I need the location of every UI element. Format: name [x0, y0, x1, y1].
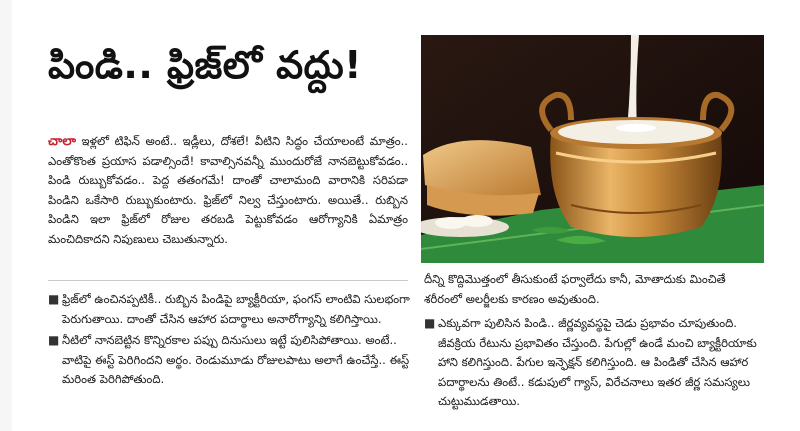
intro-paragraph — [48, 132, 408, 249]
list-item — [48, 331, 410, 390]
continuation-paragraph: దీన్ని కొద్దిమొత్తంలో తీసుకుంటే ఫర్వాలేదు కానీ, మోతాదుకు మించితే శరీరంలో అలర్జీలకు కారణం అవుతుంది. — [424, 272, 726, 306]
bullet-square-icon: ■ — [48, 292, 60, 306]
intro-text: ఇళ్లలో టిఫిన్ అంటే.. ఇడ్లీలు, దోశలే! వీటిని సిద్ధం చేయాలంటే మాత్రం.. ఎంతోకొంత ప్రయాస పడాల్సిందే! కావాల్సినవన్నీ ముందురోజే నానబెట్టుకోవడం.. పిండి రుబ్బుకోవడం.. పెద్ద తతంగమే! దాంతో చాలామంది వారానికి సరిపడా పిండిని ఒకేసారి రుబ్బుకుంటారు. ఫ్రిజ్‌లో నిల్వ చేస్తుంటారు. అయితే.. రుబ్బిన పిండిని ఇలా ఫ్రిజ్‌లో రోజుల తరబడి పెట్టుకోవడం ఆరోగ్యానికి ఏమాత్రం మంచిదికాదని నిపుణులు చెబుతున్నారు. — [48, 134, 408, 246]
bullet-text: ఫ్రిజ్‌లో ఉంచినప్పటికీ.. రుబ్బిన పిండిపై బ్యాక్టీరియా, ఫంగస్ లాంటివి సులభంగా పెరుగుతాయి. దాంతో చేసిన ఆహార పదార్థాలు అనారోగ్యాన్ని కలిగిస్తాయి. — [62, 292, 410, 326]
right-bullet-list — [424, 314, 766, 414]
left-bullet-list — [48, 290, 410, 392]
bullet-square-icon: ■ — [424, 316, 436, 330]
page-edge — [0, 0, 12, 431]
list-item — [48, 290, 410, 329]
lead-word: చాలా — [48, 134, 76, 149]
section-divider — [48, 280, 408, 281]
article-photo — [421, 35, 764, 263]
bullet-square-icon: ■ — [48, 333, 60, 347]
article-headline: పిండి.. ఫ్రిజ్‌లో వద్దు! — [48, 43, 362, 87]
list-item — [424, 314, 766, 412]
bullet-text: నీటిలో నానబెట్టిన కొన్నిరకాల పప్పు దినుసులు ఇట్టే పులిసిపోతాయి. అంటే.. వాటిపై ఈస్ట్ పెరిగిందని అర్థం. రెండుమూడు రోజులపాటు అలాగే ఉంచేస్తే.. ఈస్ట్ మరింత పెరిగిపోతుంది. — [62, 333, 410, 386]
bullet-text: ఎక్కువగా పులిసిన పిండి.. జీర్ణవ్యవస్థపై చెడు ప్రభావం చూపుతుంది. జీవక్రియ రేటును ప్రభావితం చేస్తుంది. పేగుల్లో ఉండే మంచి బ్యాక్టీరియాకు హాని కలిగిస్తుంది. పేగుల ఇన్ఫెక్షన్ కలిగిస్తుంది. ఆ పిండితో చేసిన ఆహార పదార్థాలను తింటే.. కడుపులో గ్యాస్, విరేచనాలు ఇతర జీర్ణ సమస్యలు చుట్టుముడతాయి. — [438, 316, 757, 408]
batter-pot-illustration — [421, 35, 764, 263]
